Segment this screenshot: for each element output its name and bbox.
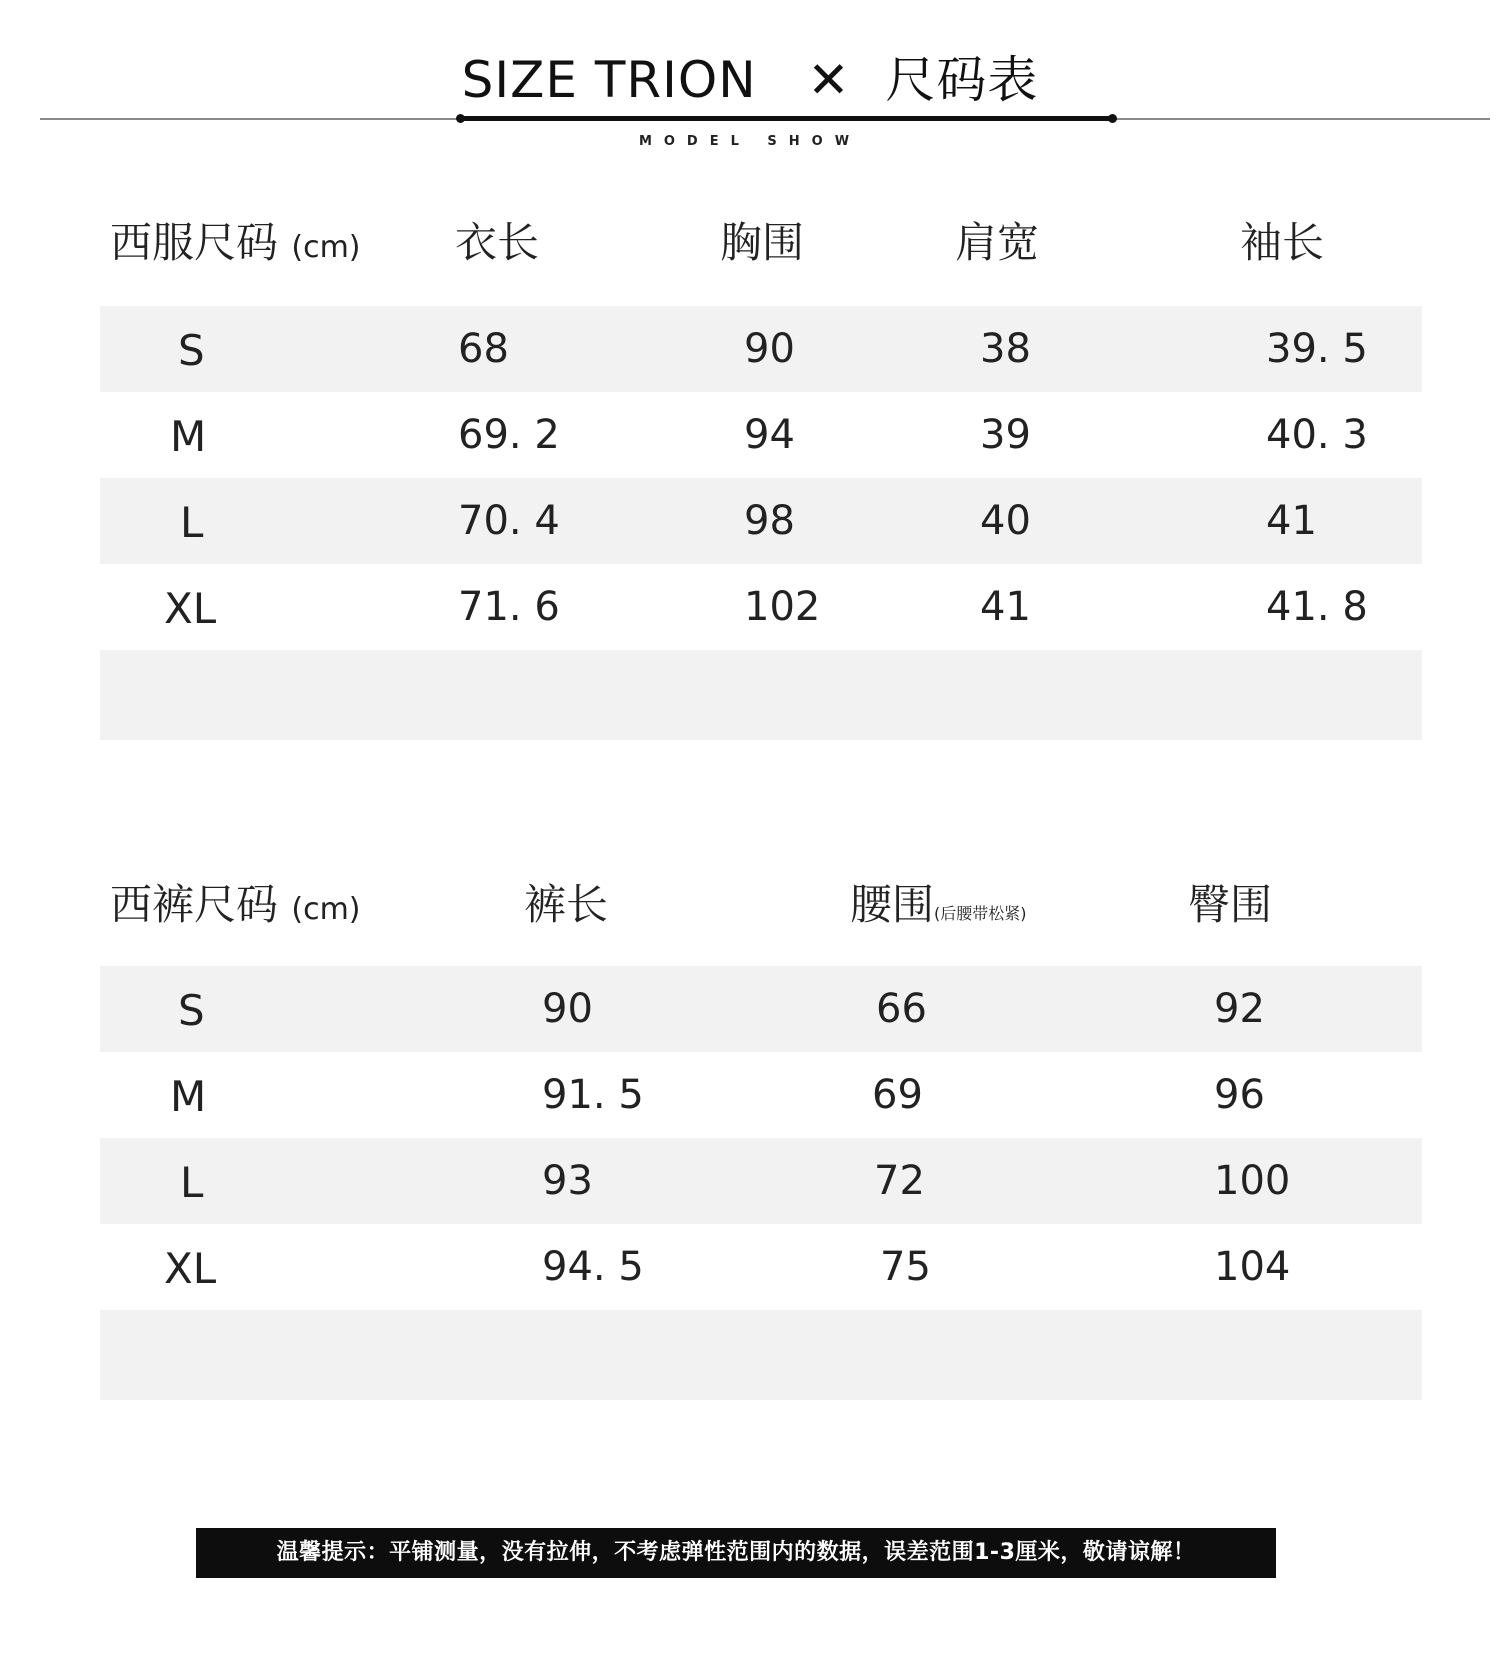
- table-row-empty: [100, 650, 1422, 740]
- size-label: S: [178, 326, 205, 375]
- col-header-sleeve: 袖长: [1240, 218, 1325, 267]
- value-pant-length: 94. 5: [542, 1244, 644, 1290]
- measurement-tip-banner: 温馨提示：平铺测量，没有拉伸，不考虑弹性范围内的数据，误差范围1-3厘米，敬请谅解！: [196, 1528, 1276, 1578]
- title-separator: ✕: [807, 51, 851, 109]
- table-row: [100, 966, 1422, 1052]
- value-chest: 98: [744, 498, 795, 544]
- waist-label: 腰围: [850, 880, 935, 929]
- col-header-shoulder: 肩宽: [955, 218, 1040, 267]
- pants-label-text: 西裤尺码: [110, 880, 279, 929]
- table-row: [100, 306, 1422, 392]
- value-pant-length: 91. 5: [542, 1072, 644, 1118]
- table-row: [100, 1052, 1422, 1138]
- divider-dot-right: [1108, 114, 1117, 123]
- value-waist: 69: [872, 1072, 923, 1118]
- value-length: 69. 2: [458, 412, 560, 458]
- size-label: L: [180, 1158, 204, 1207]
- waist-note: (后腰带松紧): [934, 904, 1027, 923]
- jacket-label-text: 西服尺码: [110, 218, 279, 267]
- value-length: 71. 6: [458, 584, 560, 630]
- value-sleeve: 41: [1266, 498, 1317, 544]
- size-label: XL: [164, 584, 217, 633]
- table-row: [100, 1224, 1422, 1310]
- value-hip: 100: [1214, 1158, 1291, 1204]
- value-sleeve: 40. 3: [1266, 412, 1368, 458]
- value-waist: 75: [880, 1244, 931, 1290]
- value-shoulder: 40: [980, 498, 1031, 544]
- title-right: 尺码表: [885, 51, 1039, 109]
- value-chest: 94: [744, 412, 795, 458]
- header-divider-accent: [460, 116, 1112, 121]
- title-left: SIZE TRION: [461, 51, 757, 109]
- value-shoulder: 41: [980, 584, 1031, 630]
- size-label: M: [170, 412, 207, 461]
- value-chest: 102: [744, 584, 821, 630]
- table-row: [100, 564, 1422, 650]
- value-length: 68: [458, 326, 509, 372]
- page-title: [0, 40, 1500, 112]
- col-header-length: 衣长: [455, 218, 540, 267]
- table-row: [100, 392, 1422, 478]
- value-hip: 92: [1214, 986, 1265, 1032]
- table-row: [100, 478, 1422, 564]
- subtitle: MODEL SHOW: [638, 134, 862, 149]
- value-pant-length: 90: [542, 986, 593, 1032]
- value-shoulder: 39: [980, 412, 1031, 458]
- size-label: XL: [164, 1244, 217, 1293]
- table-row-empty: [100, 1310, 1422, 1400]
- divider-dot-left: [456, 114, 465, 123]
- value-length: 70. 4: [458, 498, 560, 544]
- size-label: M: [170, 1072, 207, 1121]
- jacket-unit: (cm): [291, 230, 361, 265]
- pants-unit: (cm): [291, 892, 361, 927]
- value-shoulder: 38: [980, 326, 1031, 372]
- value-waist: 66: [876, 986, 927, 1032]
- value-hip: 104: [1214, 1244, 1291, 1290]
- table-row: [100, 1138, 1422, 1224]
- value-sleeve: 39. 5: [1266, 326, 1368, 372]
- col-header-pant-length: 裤长: [524, 880, 609, 929]
- value-pant-length: 93: [542, 1158, 593, 1204]
- value-waist: 72: [874, 1158, 925, 1204]
- value-sleeve: 41. 8: [1266, 584, 1368, 630]
- pants-table-label: [110, 872, 361, 932]
- col-header-waist: [850, 872, 1027, 932]
- col-header-chest: 胸围: [720, 218, 805, 267]
- value-chest: 90: [744, 326, 795, 372]
- jacket-table-label: [110, 210, 361, 270]
- value-hip: 96: [1214, 1072, 1265, 1118]
- size-label: L: [180, 498, 204, 547]
- col-header-hip: 臀围: [1188, 880, 1273, 929]
- size-label: S: [178, 986, 205, 1035]
